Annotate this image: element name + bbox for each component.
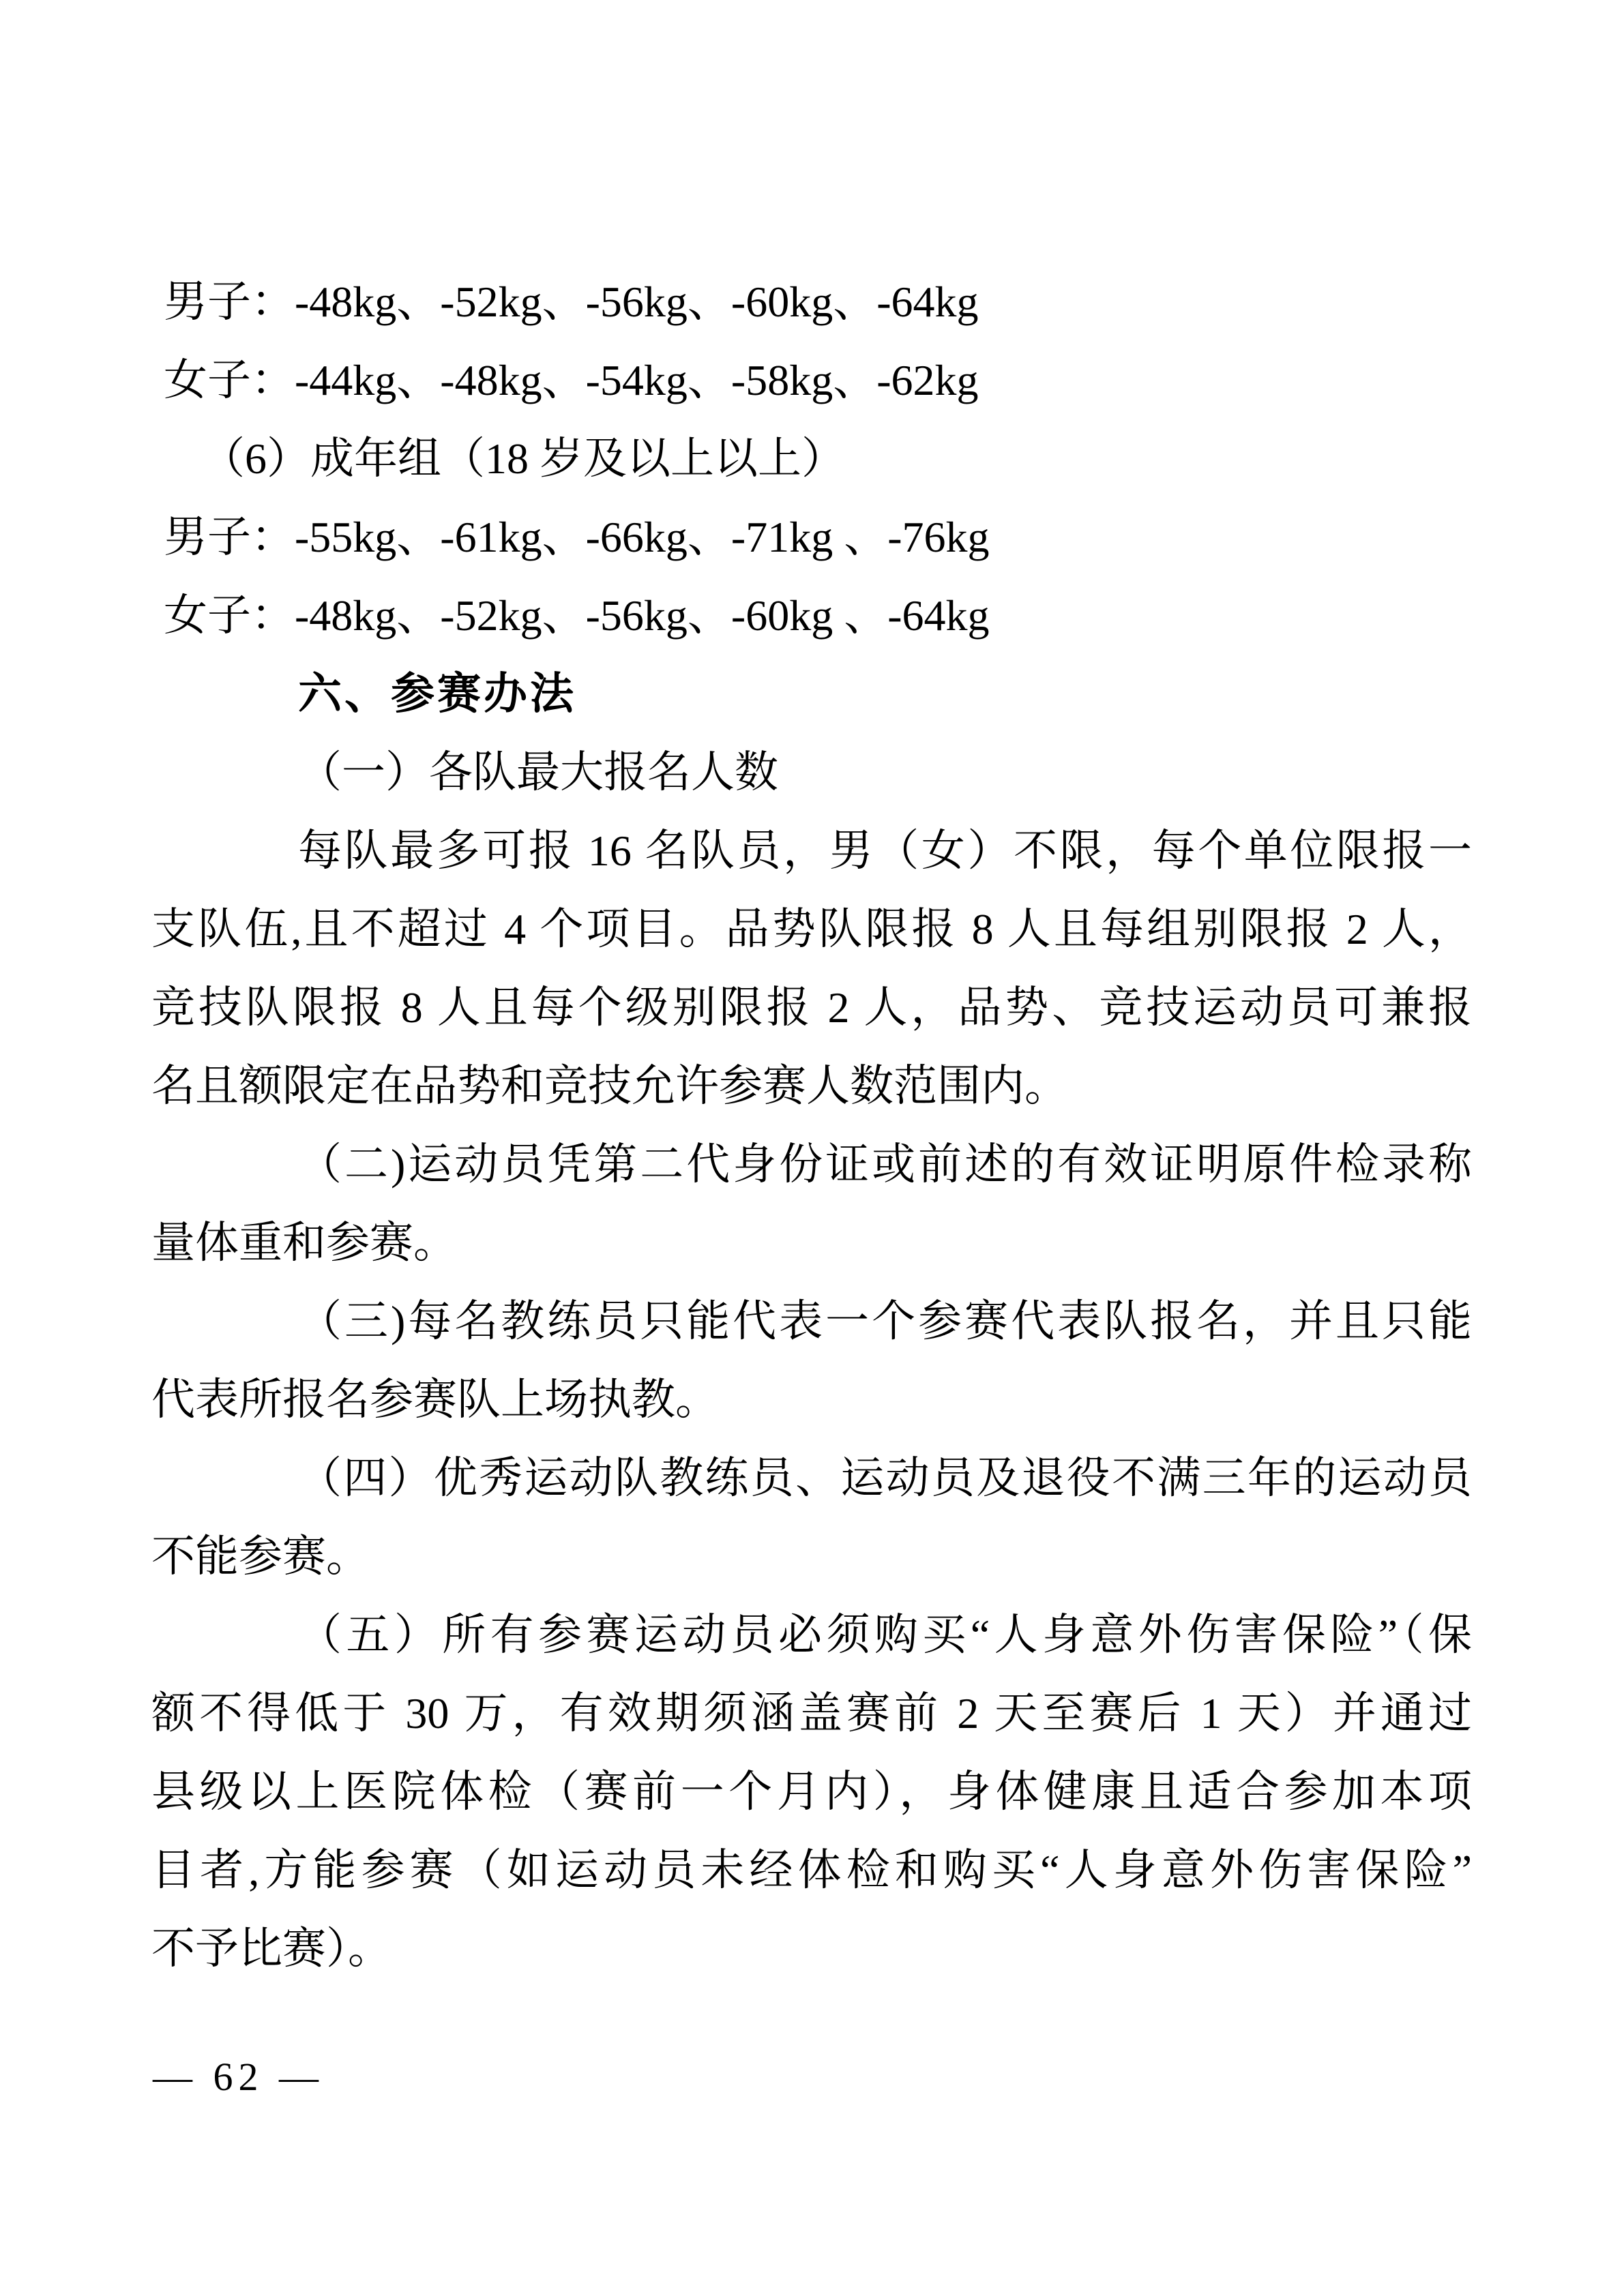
item-five-line-4: 目者,方能参赛（如运动员未经体检和购买“人身意外伤害保险”	[151, 1846, 1472, 1894]
item-five-line-3: 县级以上医院体检（赛前一个月内），身体健康且适合参加本项	[151, 1768, 1472, 1816]
item-five-line-5: 不予比赛）。	[151, 1924, 392, 1973]
item-four-line-1: （四）优秀运动队教练员、运动员及退役不满三年的运动员	[298, 1454, 1472, 1502]
weights-men-adult-line: 男子：-55kg、-61kg、-66kg、-71kg 、-76kg	[164, 513, 990, 561]
item-three-line-1: （三)每名教练员只能代表一个参赛代表队报名，并且只能	[298, 1297, 1472, 1345]
para-one-line-3: 竞技队限报 8 人且每个级别限报 2 人，品势、竞技运动员可兼报	[151, 983, 1472, 1032]
weights-women-adult-line: 女子：-48kg、-52kg、-56kg、-60kg 、-64kg	[164, 591, 990, 640]
item-five-line-1: （五）所有参赛运动员必须购买“人身意外伤害保险”（保	[298, 1611, 1472, 1659]
document-body	[151, 263, 1472, 1988]
item-one-heading: （一）各队最大报名人数	[298, 748, 778, 796]
item-three-line-2: 代表所报名参赛队上场执教。	[151, 1375, 719, 1424]
weights-women-youth-line: 女子：-44kg、-48kg、-54kg、-58kg、-62kg	[164, 356, 979, 404]
para-one-line-2: 支队伍,且不超过 4 个项目。品势队限报 8 人且每组别限报 2 人，	[151, 905, 1472, 953]
para-one-line-4: 名且额限定在品势和竞技允许参赛人数范围内。	[151, 1062, 1068, 1110]
para-one-line-1: 每队最多可报 16 名队员，男（女）不限，每个单位限报一	[298, 826, 1472, 875]
item-four-line-2: 不能参赛。	[151, 1532, 370, 1581]
item-two-line-2: 量体重和参赛。	[151, 1219, 457, 1267]
item-two-line-1: （二)运动员凭第二代身份证或前述的有效证明原件检录称	[298, 1140, 1472, 1189]
item-five-line-2: 额不得低于 30 万，有效期须涵盖赛前 2 天至赛后 1 天）并通过	[151, 1689, 1472, 1738]
page-number: — 62 —	[153, 2055, 324, 2099]
section-six-heading: 六、参赛办法	[298, 669, 576, 718]
weights-men-youth-line: 男子：-48kg、-52kg、-56kg、-60kg、-64kg	[164, 278, 979, 326]
page-footer	[153, 2038, 324, 2116]
group-6-adult-label: （6）成年组（18 岁及以上以上）	[201, 434, 845, 483]
